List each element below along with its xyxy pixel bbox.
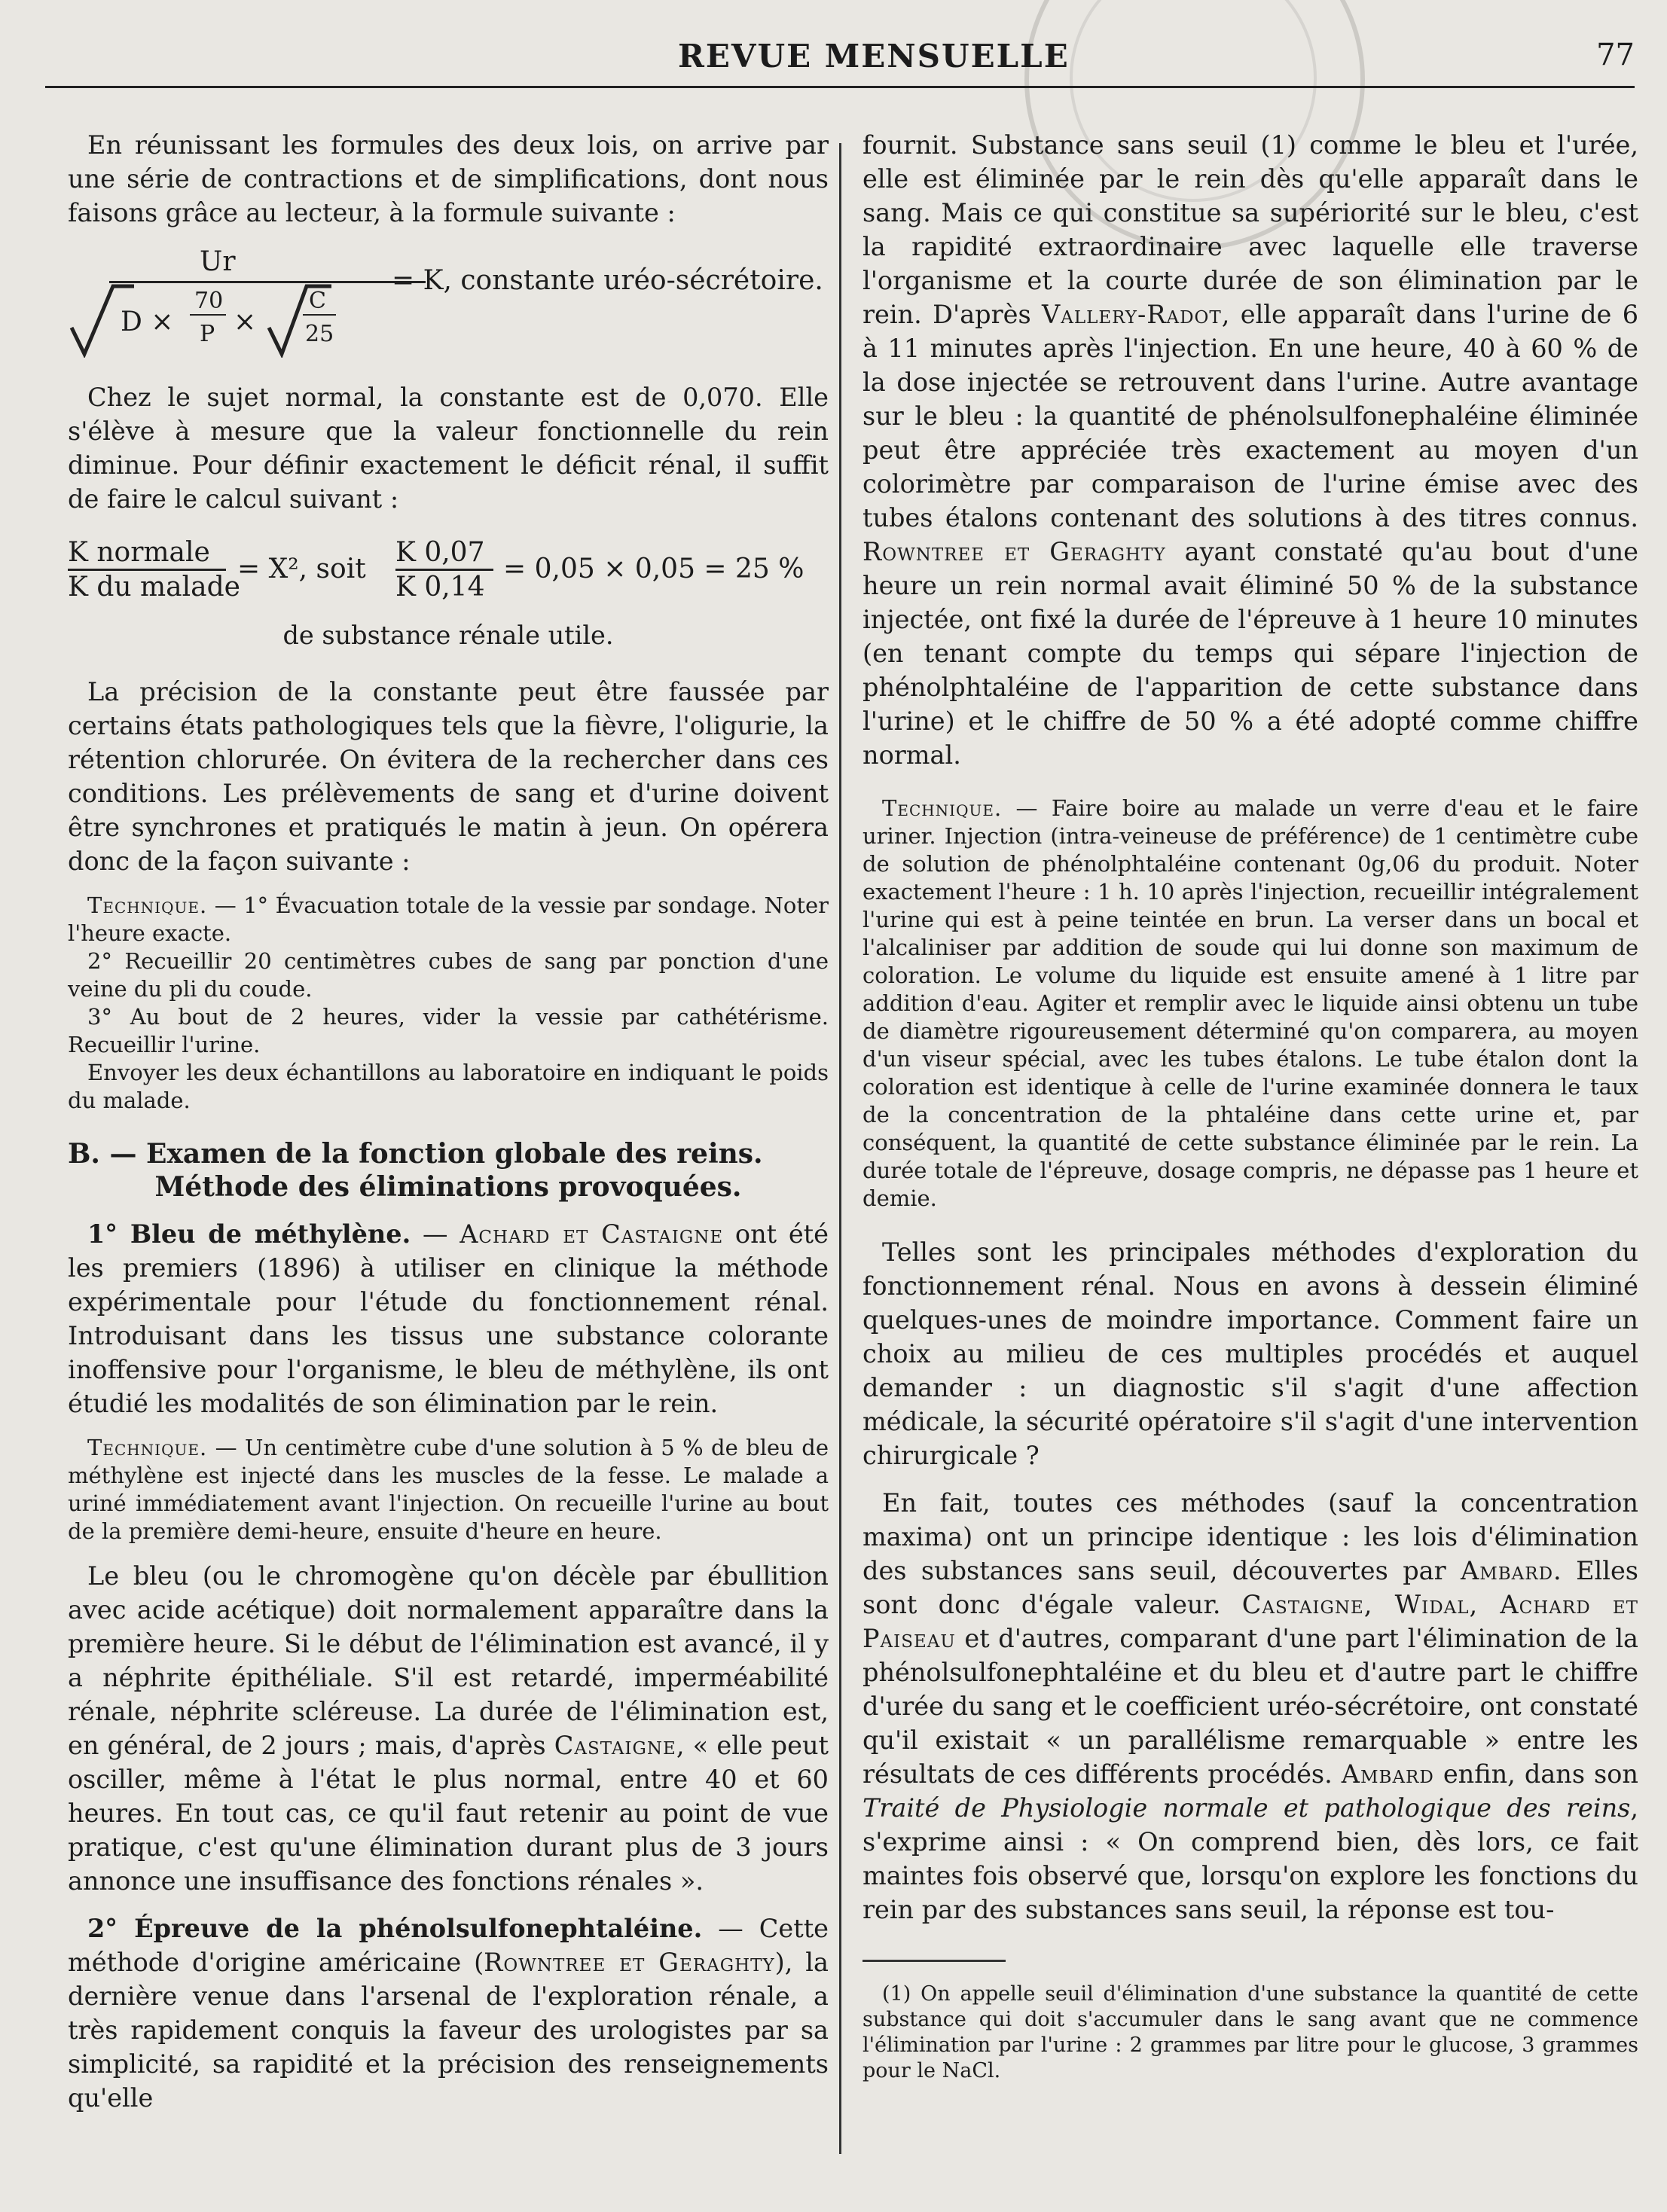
formula-ureo-secretoire	[68, 245, 829, 358]
paragraph-text: , « elle peut osciller, même à l'état le plus normal, entre 40 et 60 heures. En tout cas, ce qu'il faut retenir au point de vue pratique, c'est qu'une élimination durant plus de 3 jours annonce une insuffisance des fonctions rénales ».	[68, 1731, 829, 1896]
paragraph-text: ayant constaté qu'au bout d'une heure un rein normal avait éliminé 50 % de la substance injectée, ont fixé la durée de l'épreuve à 1 heure 10 minutes (en tenant compte du temps qui sépare l'injection de phénolphtaléine de l'apparition de cette substance dans l'urine) et le chiffre de 50 % a été adopté comme chiffre normal.	[863, 537, 1638, 770]
paragraph-text: , elle apparaît dans l'urine de 6 à 11 minutes après l'injection. En une heure, 40 à 60 % de la dose injectée se retrouvent dans l'urine. Autre avantage sur le bleu : la quantité de phénolsulfonephaléine éliminée peut être appréciée très exactement au moyen d'un colorimètre par comparaison de l'urine émise avec des tubes étalons contenant des solutions à des titres connus.	[863, 300, 1639, 532]
technique-label: Technique.	[882, 795, 1003, 821]
formula-bar-small	[303, 314, 336, 316]
formula-numerator: Ur	[200, 246, 236, 277]
author-names: Rowntree et Geraghty	[863, 537, 1166, 566]
technique-step: — 1° Évacuation totale de la vessie par sondage. Noter l'heure exacte.	[68, 892, 829, 946]
dash: —	[411, 1219, 460, 1249]
column-divider	[839, 143, 841, 2154]
page-number: 77	[1596, 38, 1635, 72]
footnote: (1) On appelle seuil d'élimination d'une substance la quantité de cette substance qui doit s'accumuler dans le sang avant que ne commence l'élimination par l'urine : 2 grammes par litre pour le glucose, 3 grammes pour le NaCl.	[863, 1982, 1638, 2082]
paragraph: Telles sont les principales méthodes d'exploration du fonctionnement rénal. Nous en avons à dessein éliminé quelques-unes de moindre importance. Comment faire un choix au milieu de ces multiples procédés et auquel demander : un diagnostic s'il s'agit d'une affection médicale, la sécurité opératoire s'il s'agit d'une intervention chirurgicale ?	[863, 1237, 1638, 1470]
paragraph-text: En fait, toutes ces méthodes (sauf la concentration maxima) ont un principe identique : les lois d'élimination des substances sans seuil, découvertes par	[863, 1488, 1638, 1585]
paragraph: En réunissant les formules des deux lois, on arrive par une série de contractions et de simplifications, dont nous faisons grâce au lecteur, à la formule suivante :	[68, 130, 829, 227]
author-names: Achard et Castaigne	[459, 1219, 724, 1249]
paragraph-text: — Cette méthode d'origine américaine (	[68, 1914, 829, 1977]
paragraph-text: ), la dernière venue dans l'arsenal de l'exploration rénale, a très rapidement conquis la faveur des urologistes par sa simplicité, sa rapidité et la précision des renseignements qu'elle	[68, 1948, 829, 2113]
book-title: Traité de Physiologie normale et pathologique des reins	[863, 1793, 1631, 1823]
technique-label: Technique.	[87, 892, 208, 918]
formula-p: P	[200, 321, 215, 347]
footnote-rule	[863, 1960, 1006, 1962]
paragraph-text: Le bleu (ou le chromogène qu'on décèle par ébullition avec acide acétique) doit normalement apparaître dans la première heure. Si le début de l'élimination est avancé, il y a néphrite épithéliale. S'il est retardé, imperméabilité rénale, néphrite scléreuse. La durée de l'élimination est, en général, de 2 jours ; mais, d'après	[68, 1561, 829, 1760]
formula2-den2: K 0,14	[395, 572, 485, 603]
formula-deficit-renal	[68, 535, 829, 618]
author-names: Rowntree et Geraghty	[484, 1948, 775, 1977]
paragraph: Chez le sujet normal, la constante est de 0,070. Elle s'élève à mesure que la valeur fonctionnelle du rein diminue. Pour définir exactement le déficit rénal, il suffit de faire le calcul suivant :	[68, 383, 829, 514]
author-names: Castaigne	[554, 1731, 676, 1760]
formula-25: 25	[305, 321, 334, 347]
technique-step: Envoyer les deux échantillons au laboratoire en indiquant le poids du malade.	[68, 1060, 829, 1113]
running-header	[83, 38, 1635, 83]
paragraph-text: , s'exprime ainsi : « On comprend bien, dès lors, ce fait maintes fois observé que, lorsqu'on explore les fonctions du rein par des substances sans seuil, la réponse est tou-	[863, 1793, 1638, 1924]
formula2-eq: = X², soit	[237, 554, 366, 584]
paragraph-text: et d'autres, comparant d'une part l'élimination de la phénolsulfonephtaléine et du bleu et d'autre part le chiffre d'urée du sang et le coefficient uréo-sécrétoire, ont constaté qu'il existait « un parallélisme remarquable » entre les résultats de ces différents procédés.	[863, 1624, 1638, 1789]
header-rule	[45, 86, 1635, 88]
paragraph-text: fournit. Substance sans seuil (1) comme le bleu et l'urée, elle est éliminée par le rein dès qu'elle apparaît dans le sang. Mais ce qui constitue sa supériorité sur le bleu, c'est la rapidité extraordinaire avec laquelle elle traverse l'organisme et la courte durée de son élimination par le rein. D'après	[863, 130, 1638, 329]
technique-label: Technique.	[87, 1435, 208, 1460]
technique-block	[68, 892, 829, 1115]
formula2-caption: de substance rénale utile.	[282, 621, 614, 650]
paragraph-text: ont été les premiers (1896) à utiliser en clinique la méthode expérimentale pour l'étude du fonctionnement rénal. Introduisant dans les tissus une substance colorante inoffensive pour l'organisme, le bleu de méthylène, ils ont étudié les modalités de son élimination par le rein.	[68, 1219, 829, 1418]
paragraph-text: enfin, dans son	[1433, 1759, 1638, 1789]
paragraph: La précision de la constante peut être faussée par certains états pathologiques tels que la fièvre, l'oligurie, la rétention chlorurée. On évitera de la rechercher dans ces conditions. Les prélèvements de sang et d'urine doivent être synchrones et pratiqués le matin à jeun. On opérera donc de la façon suivante :	[68, 677, 829, 876]
formula2-num2: K 0,07	[395, 537, 485, 568]
section-heading-b: B. — Examen de la fonction globale des reins.	[68, 1138, 763, 1170]
formula2-rhs: = 0,05 × 0,05 = 25 %	[503, 554, 804, 584]
author-names: Ambard	[1461, 1556, 1554, 1585]
right-column	[863, 128, 1638, 2084]
author-names: Vallery-Radot	[1042, 300, 1222, 329]
technique-text: — Un centimètre cube d'une solution à 5 % de bleu de méthylène est injecté dans les muscles de la fesse. Le malade a uriné immédiatement avant l'injection. On recueille l'urine au bout de la première demi-heure, ensuite d'heure en heure.	[68, 1435, 829, 1544]
author-names: Castaigne, Widal, Achard et Paiseau	[863, 1590, 1638, 1653]
formula-rhs: = K, constante uréo-sécrétoire.	[392, 265, 823, 296]
technique-step: 3° Au bout de 2 heures, vider la vessie par cathétérisme. Recueillir l'urine.	[68, 1004, 829, 1057]
formula-bar-small	[190, 314, 226, 316]
journal-title: REVUE MENSUELLE	[678, 38, 1070, 75]
formula-70: 70	[194, 288, 224, 314]
formula-d-times: D ×	[121, 307, 174, 337]
section-subheading-b: Méthode des éliminations provoquées.	[154, 1171, 742, 1203]
left-column	[68, 128, 829, 2115]
subsection-title: 2° Épreuve de la phénolsulfonephtaléine.	[87, 1914, 703, 1943]
technique-step: 2° Recueillir 20 centimètres cubes de sang par ponction d'une veine du pli du coude.	[68, 948, 829, 1002]
subsection-title: 1° Bleu de méthylène.	[87, 1219, 411, 1249]
formula2-num: K normale	[68, 537, 210, 568]
formula-times: ×	[234, 307, 257, 337]
formula-c: C	[309, 288, 326, 314]
formula2-den: K du malade	[68, 572, 240, 603]
author-names: Ambard	[1341, 1759, 1434, 1789]
technique-text: — Faire boire au malade un verre d'eau et le faire uriner. Injection (intra-veineuse de préférence) de 1 centimètre cube de solution de phénolphtaléine contenant 0g,06 du produit. Noter exactement l'heure : 1 h. 10 après l'injection, recueillir intégralement l'urine qui est à peine teintée en brun. La verser dans un bocal et l'alcaliniser par addition de soude qui lui donne son maximum de coloration. Le volume du liquide est ensuite amené à 1 litre par addition d'eau. Agiter et remplir avec le liquide ainsi obtenu un tube de diamètre rigoureusement déterminé qu'on comparera, au moyen d'un viseur spécial, avec les tubes étalons. Le tube étalon dont la coloration est identique à celle de l'urine examinée donnera le taux de la concentration de la phtaléine dans cette urine et, par conséquent, la quantité de cette substance éliminée par le rein. La durée totale de l'épreuve, dosage compris, ne dépasse pas 1 heure et demie.	[863, 795, 1638, 1211]
paragraph-text: . Elles sont donc d'égale valeur.	[863, 1556, 1638, 1619]
